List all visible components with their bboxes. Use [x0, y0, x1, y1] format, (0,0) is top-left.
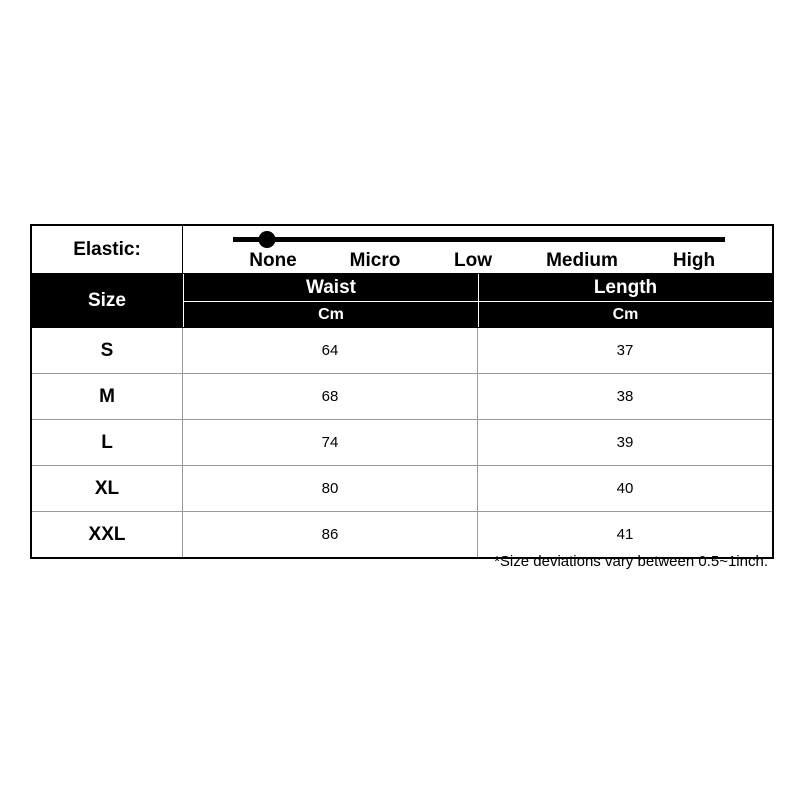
waist-cell: 80 [183, 466, 478, 511]
waist-cell: 74 [183, 420, 478, 465]
length-cell: 38 [616, 388, 634, 405]
waist-header-label: Waist [184, 274, 478, 302]
waist-cell: 68 [183, 374, 478, 419]
length-cell: 40 [616, 480, 634, 497]
waist-unit-label: Cm [318, 306, 344, 323]
table-row [32, 420, 772, 466]
elastic-level-low: Low [454, 250, 492, 271]
elasticity-scale-bar [233, 237, 725, 242]
table-row [32, 328, 772, 374]
length-cell: 41 [616, 526, 634, 543]
length-unit-label: Cm [612, 306, 639, 323]
table-row [32, 374, 772, 420]
elastic-level-none: None [249, 250, 297, 271]
length-cell: 37 [616, 342, 634, 359]
size-cell: XXL [32, 512, 183, 557]
elastic-level-high: High [672, 250, 716, 271]
elastic-row [32, 226, 772, 274]
size-column-header: Size [87, 290, 127, 311]
length-cell: 39 [616, 434, 634, 451]
elasticity-marker [259, 231, 276, 248]
table-row [32, 466, 772, 512]
size-cell: M [32, 374, 183, 419]
length-column-header [478, 274, 772, 327]
elastic-label: Elastic: [32, 226, 183, 273]
size-cell: L [32, 420, 183, 465]
table-header [32, 274, 772, 328]
table-row [32, 512, 772, 557]
size-cell: S [32, 328, 183, 373]
elasticity-scale [183, 226, 772, 273]
waist-cell: 86 [183, 512, 478, 557]
size-chart-table [30, 224, 774, 559]
elastic-level-micro: Micro [349, 250, 401, 271]
size-cell: XL [32, 466, 183, 511]
table-body [32, 328, 772, 557]
waist-cell: 64 [183, 328, 478, 373]
elastic-level-medium: Medium [546, 250, 618, 271]
waist-column-header [183, 274, 478, 327]
length-header-label: Length [479, 274, 772, 302]
size-deviation-note: *Size deviations vary between 0.5~1inch. [494, 553, 768, 570]
